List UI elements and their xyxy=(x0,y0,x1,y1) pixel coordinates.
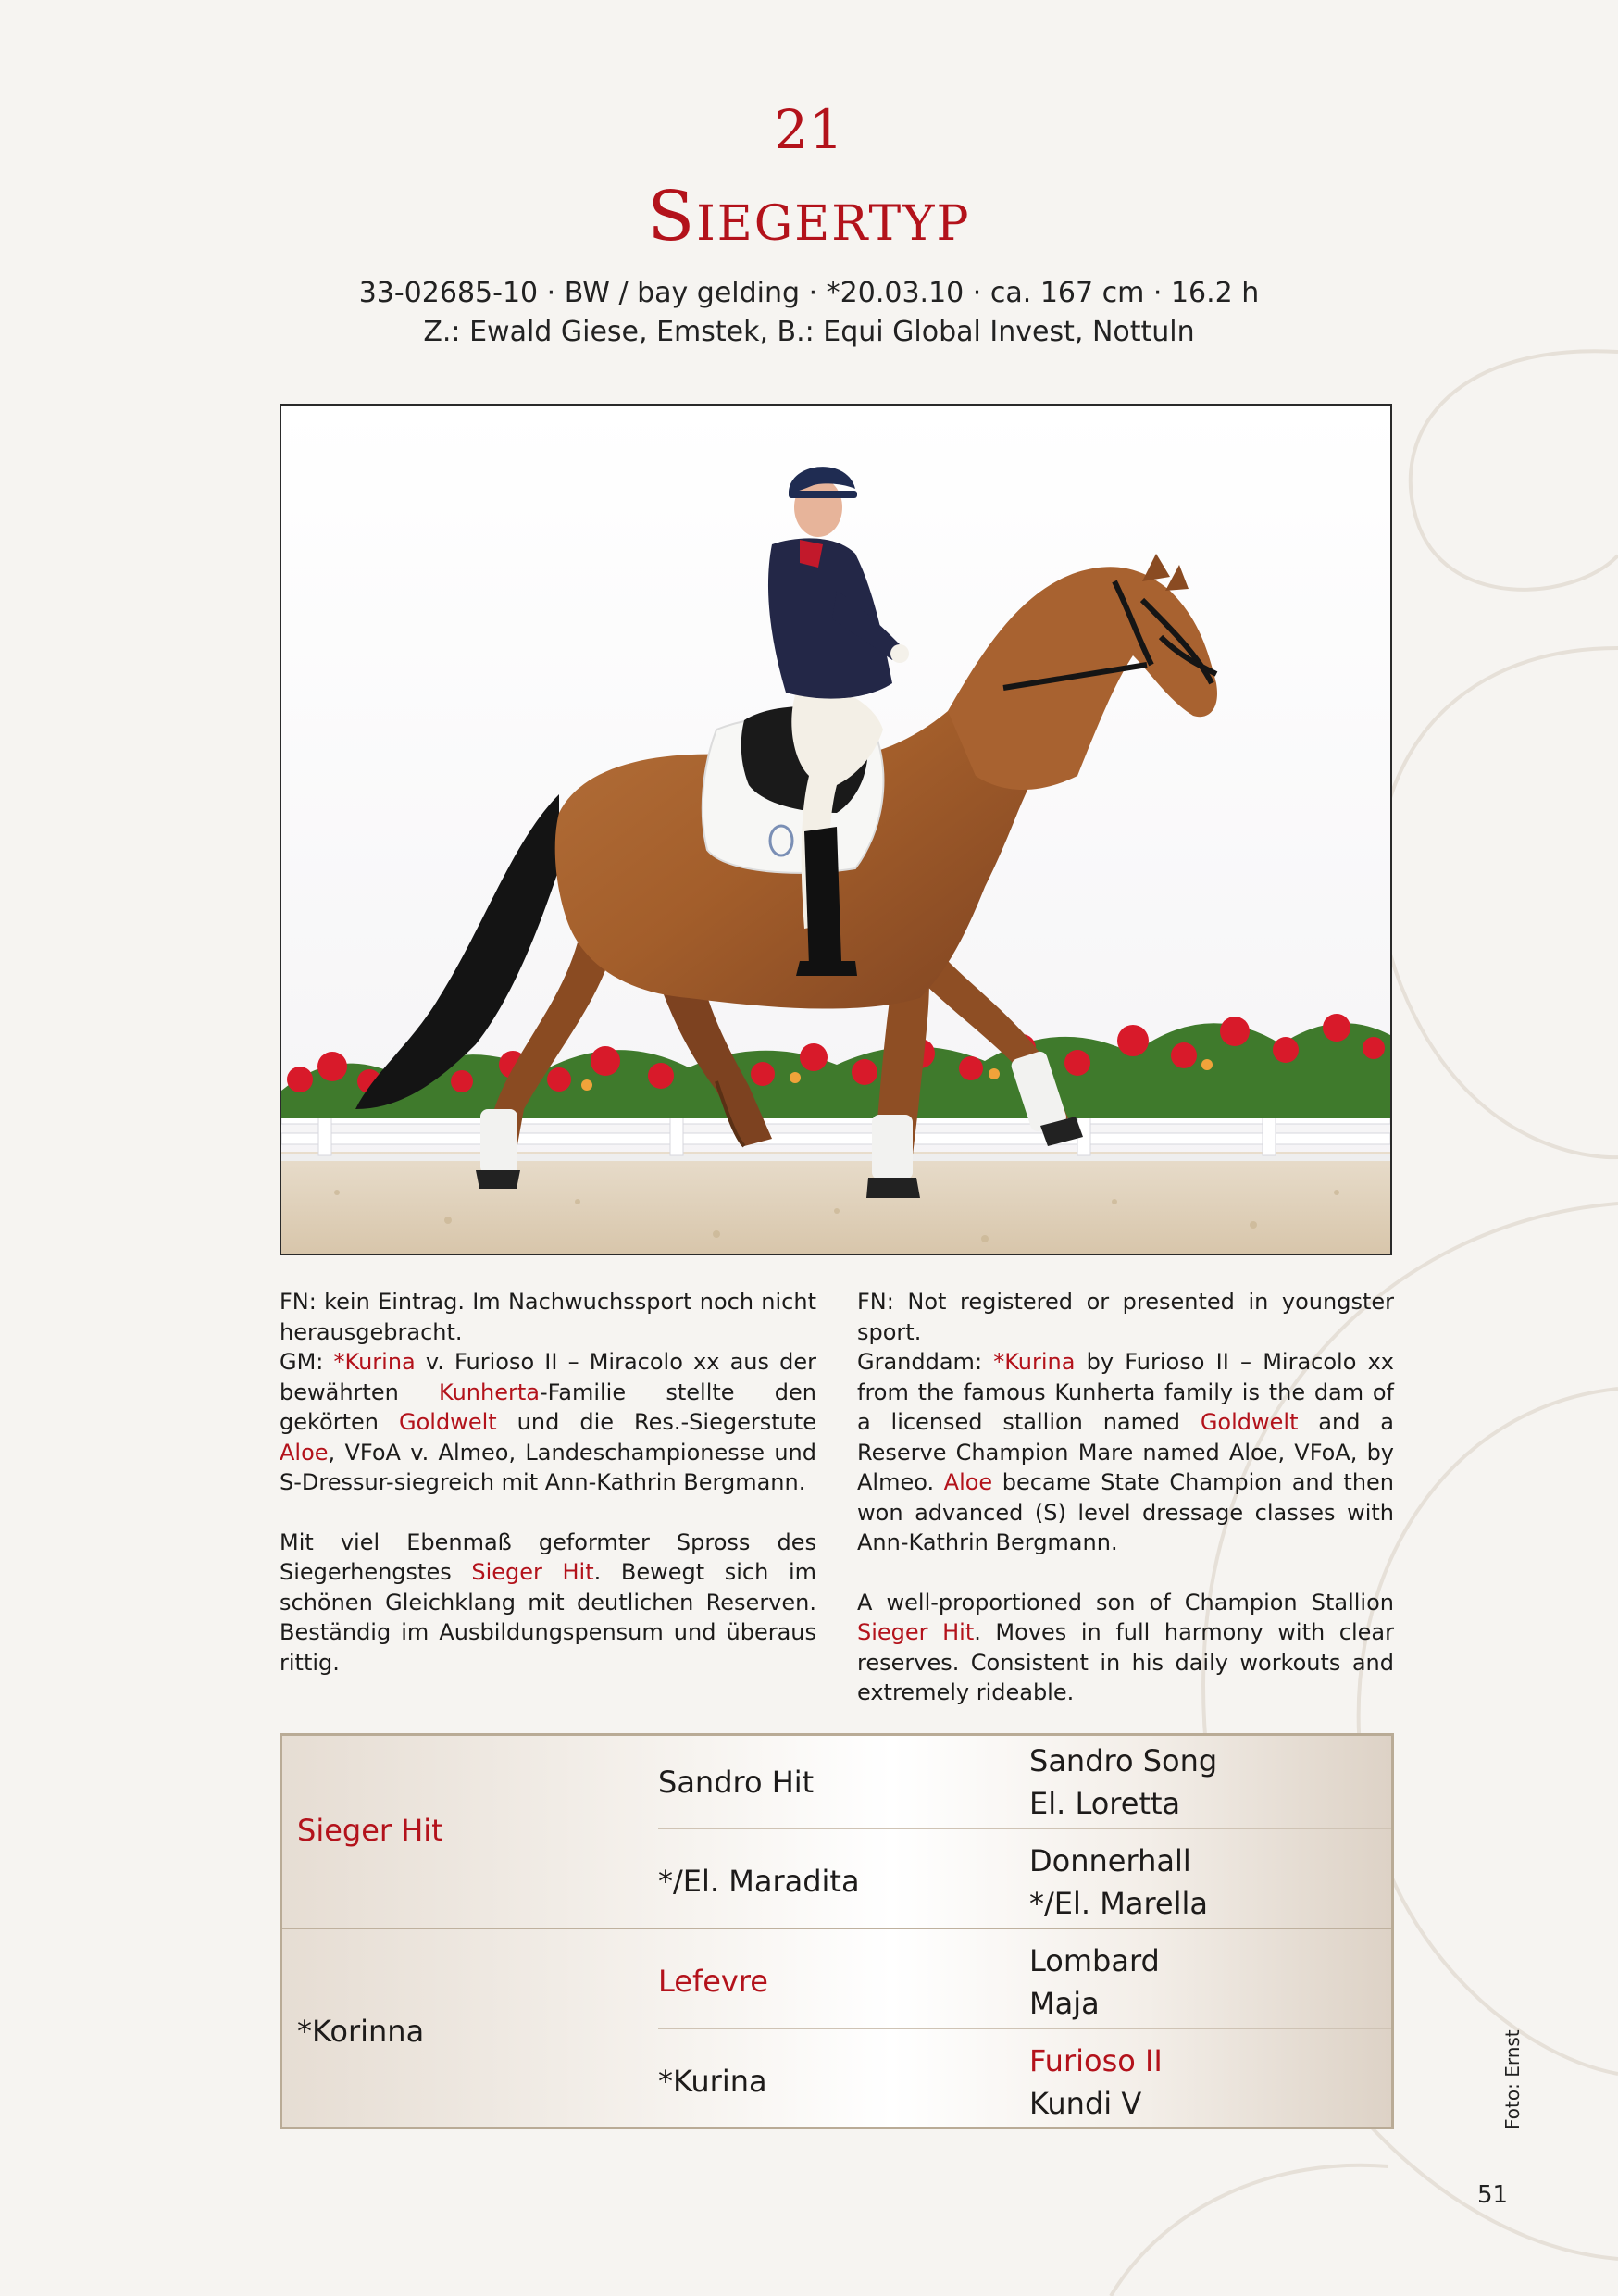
text-segment: A well-proportioned son of Champion Stallion xyxy=(857,1589,1394,1616)
sire-paragraph-en xyxy=(857,1588,1394,1708)
horse-details-line-2: Z.: Ewald Giese, Emstek, B.: Equi Global Invest, Nottuln xyxy=(423,316,1195,348)
link-goldwelt: Goldwelt xyxy=(399,1409,497,1435)
horse-details-line-1: 33-02685-10 · BW / bay gelding · *20.03.10 · ca. 167 cm · 16.2 h xyxy=(358,277,1260,309)
pedigree-dam-dam-dam: Kundi V xyxy=(1029,2086,1142,2121)
granddam-paragraph-de xyxy=(280,1347,816,1498)
pedigree-dam: *Korinna xyxy=(297,2014,425,2049)
fn-note-de: FN: kein Eintrag. Im Nachwuchssport noch nicht herausgebracht. xyxy=(280,1289,816,1345)
text-segment: Mit viel Ebenmaß geformter Spross des Siegerhengstes xyxy=(280,1529,816,1585)
pedigree-divider xyxy=(658,1828,1391,1829)
pedigree-dam-sire-dam: Maja xyxy=(1029,1986,1100,2021)
link-aloe: Aloe xyxy=(943,1469,993,1495)
pedigree-sire-dam: */El. Maradita xyxy=(658,1864,860,1899)
link-sieger-hit: Sieger Hit xyxy=(857,1619,975,1645)
link-goldwelt: Goldwelt xyxy=(1200,1409,1299,1435)
horse-name: Siegertyp xyxy=(647,177,971,256)
page-header xyxy=(0,93,1618,352)
text-segment: , VFoA v. Almeo, Landeschampionesse und S-Dressur-siegreich mit Ann-Kathrin Bergmann. xyxy=(280,1439,816,1495)
pedigree-divider xyxy=(282,1928,1391,1929)
text-segment: . Bewegt sich im schönen Gleichklang mit deutlichen Reserven. Beständig im Ausbildungspensum und überaus rittig. xyxy=(280,1559,816,1676)
horse-rider-illustration xyxy=(281,406,1390,1254)
text-segment: -Familie stellte den gekörten xyxy=(280,1379,816,1435)
pedigree-divider xyxy=(658,2028,1391,2029)
text-segment: und die Res.-Siegerstute xyxy=(496,1409,817,1435)
text-segment: became State Champion and then won advanced (S) level dressage classes with Ann-Kathrin Bergmann. xyxy=(857,1469,1395,1555)
text-segment: and a Reserve Champion Mare named Aloe, VFoA, by Almeo. xyxy=(857,1409,1394,1495)
pedigree-sire-dam-dam: */El. Marella xyxy=(1029,1886,1208,1921)
link-kunherta: Kunherta xyxy=(439,1379,540,1405)
granddam-paragraph-en xyxy=(857,1347,1394,1558)
pedigree-dam-sire: Lefevre xyxy=(658,1964,768,1999)
text-segment: . Moves in full harmony with clear reserves. Consistent in his daily workouts and extremely rideable. xyxy=(857,1619,1394,1705)
pedigree-sire-dam-sire: Donnerhall xyxy=(1029,1843,1191,1878)
text-segment: Granddam: xyxy=(857,1349,994,1375)
pedigree-dam-dam-sire: Furioso II xyxy=(1029,2043,1163,2078)
sire-paragraph-de xyxy=(280,1528,816,1678)
pedigree-sire-sire-sire: Sandro Song xyxy=(1029,1743,1218,1778)
description-english xyxy=(857,1287,1394,1708)
pedigree-table xyxy=(280,1733,1394,2129)
pedigree-sire-sire: Sandro Hit xyxy=(658,1765,815,1800)
pedigree-dam-sire-sire: Lombard xyxy=(1029,1943,1160,1978)
fn-note-en: FN: Not registered or presented in youngster sport. xyxy=(857,1289,1394,1345)
page-number: 51 xyxy=(1477,2181,1509,2209)
horse-details xyxy=(0,274,1618,352)
text-segment: GM: xyxy=(280,1349,334,1375)
link-sieger-hit: Sieger Hit xyxy=(471,1559,594,1585)
description-german xyxy=(280,1287,816,1678)
pedigree-sire-sire-dam: El. Loretta xyxy=(1029,1786,1181,1821)
photo-credit: Foto: Ernst xyxy=(1501,2029,1524,2129)
text-segment: by Furioso II – Miracolo xx from the famous Kunherta family is the dam of a licensed stallion named xyxy=(857,1349,1394,1435)
pedigree-sire: Sieger Hit xyxy=(297,1813,443,1848)
pedigree-dam-dam: *Kurina xyxy=(658,2064,767,2099)
horse-photo xyxy=(280,404,1392,1255)
link-aloe: Aloe xyxy=(280,1439,329,1466)
text-segment: v. Furioso II – Miracolo xx aus der bewährten xyxy=(280,1349,817,1405)
lot-number: 21 xyxy=(774,98,844,161)
link-kurina: *Kurina xyxy=(993,1349,1076,1375)
link-kurina: *Kurina xyxy=(333,1349,416,1375)
